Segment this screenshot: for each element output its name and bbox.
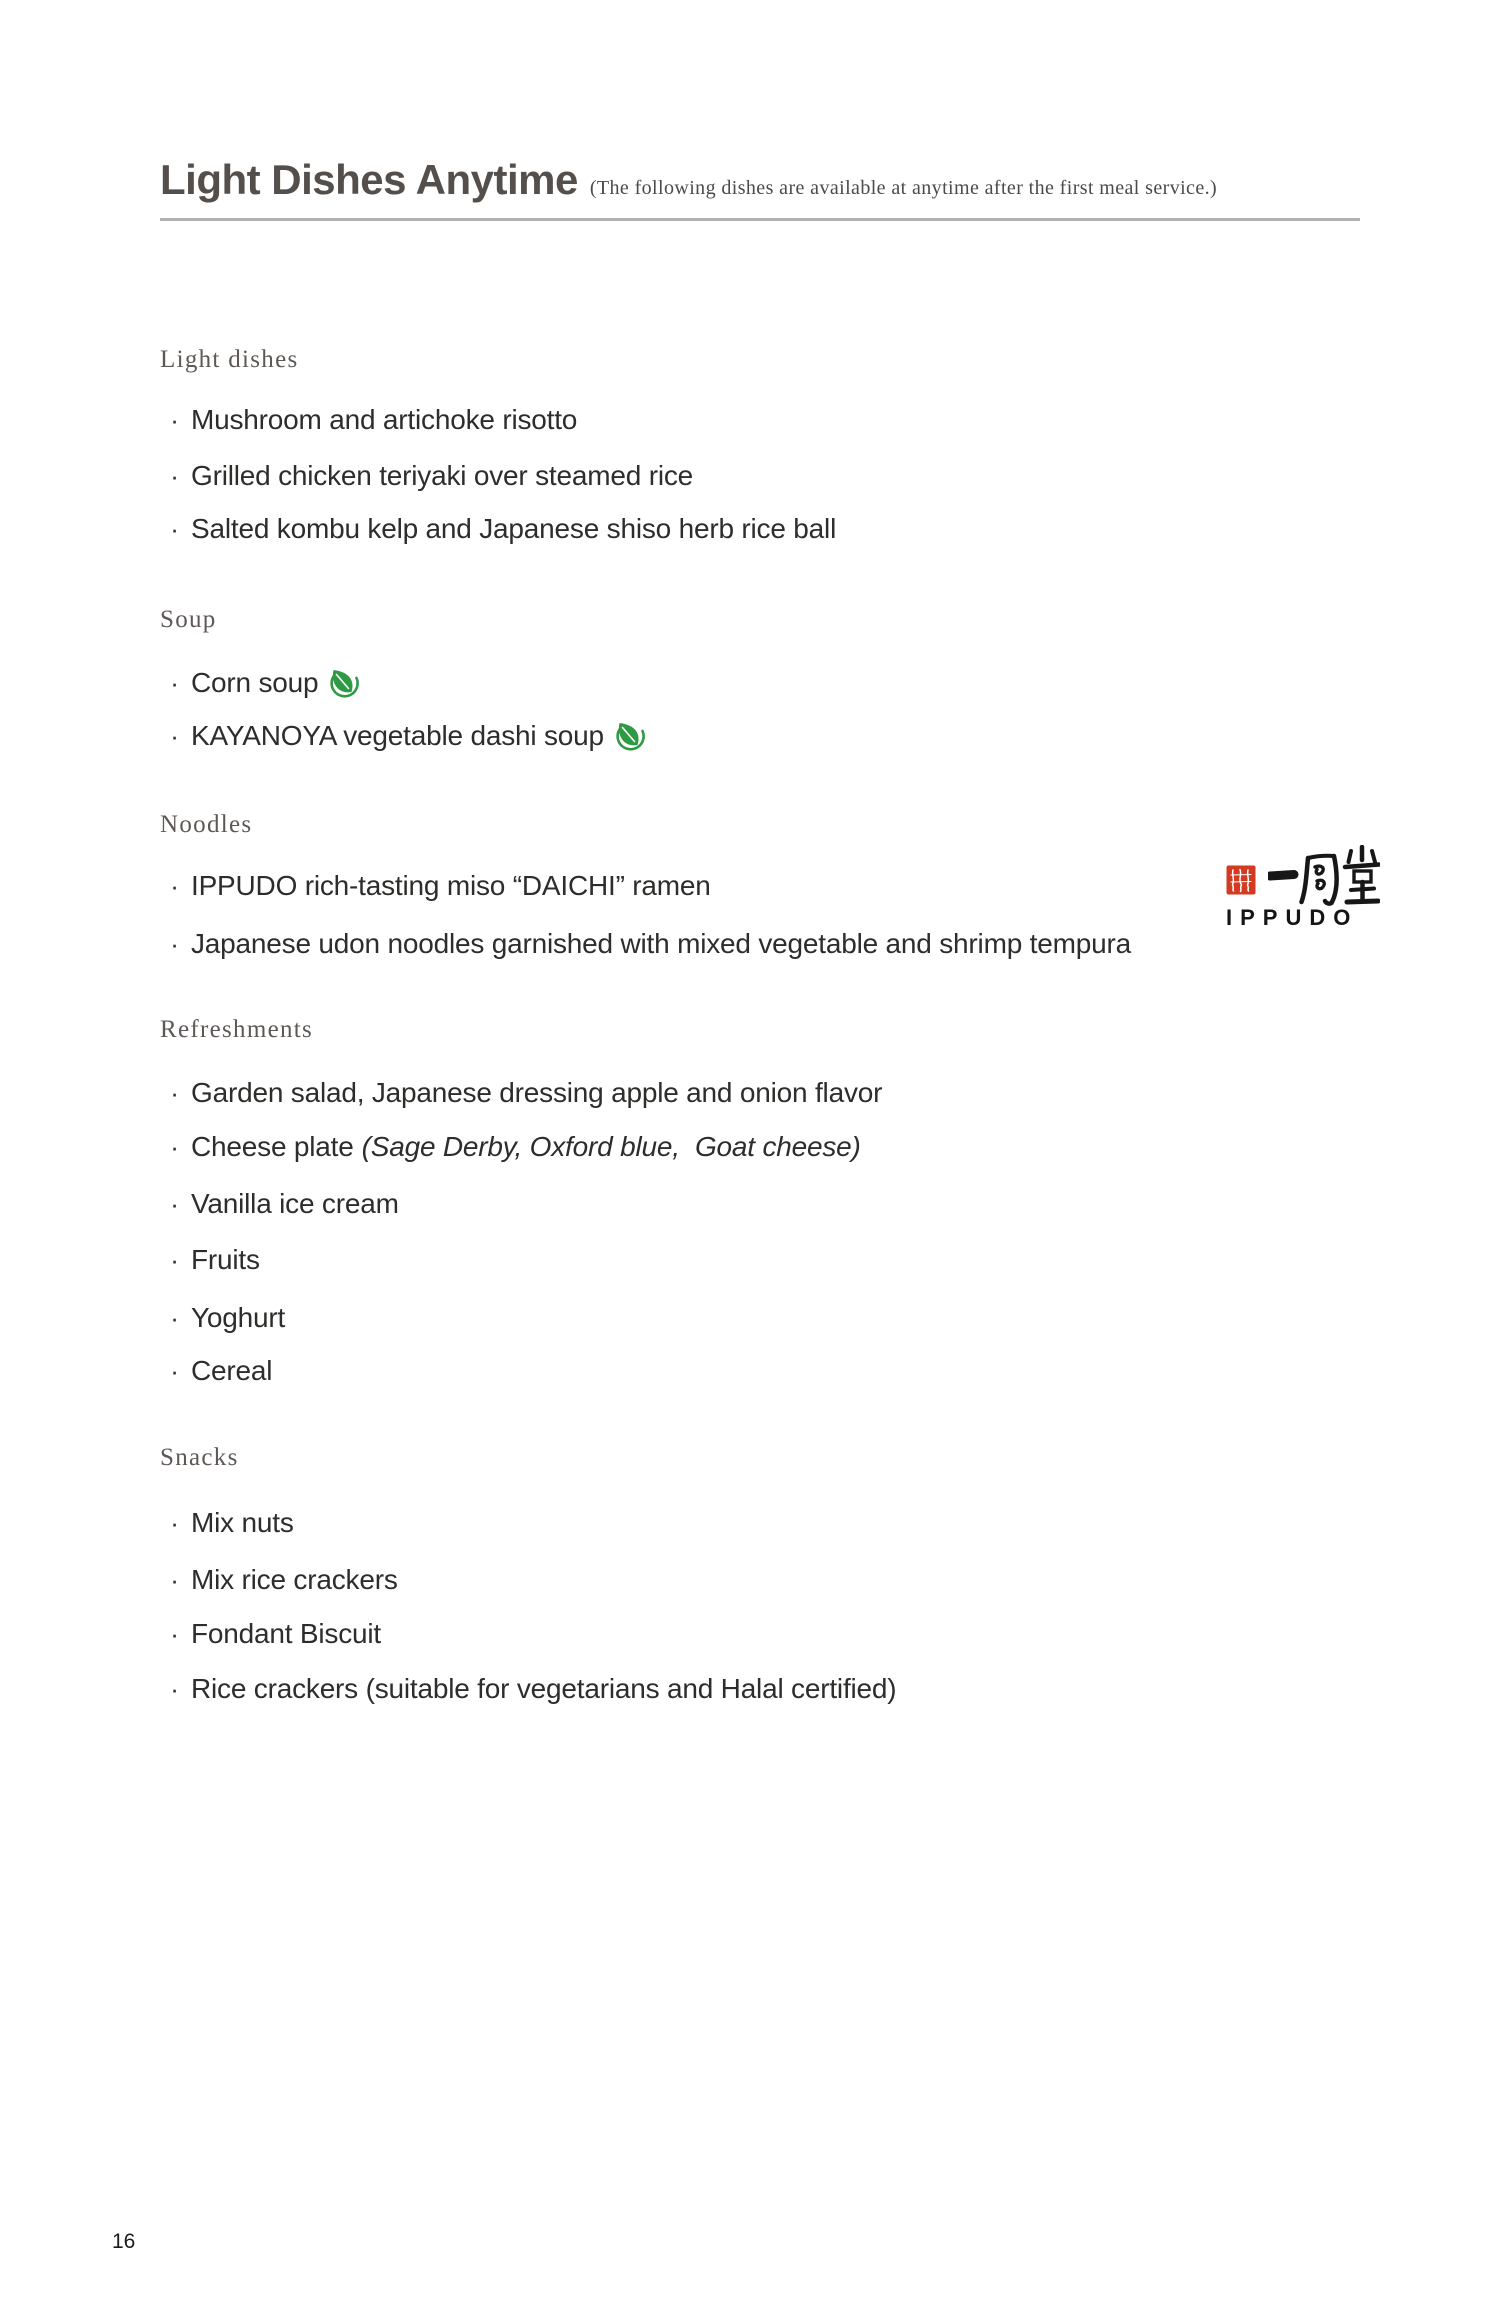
list-item: [158, 400, 577, 440]
menu-item-label: Fondant Biscuit: [191, 1618, 381, 1649]
bullet-dot: ·: [170, 1244, 179, 1275]
menu-item-label: Cheese plate: [191, 1131, 354, 1162]
list-item: [158, 1503, 294, 1543]
list-item: [158, 1669, 896, 1709]
list-item: [158, 1240, 260, 1280]
bullet-dot: ·: [170, 928, 179, 959]
bullet-dot: ·: [170, 720, 179, 751]
bullet-dot: ·: [170, 1673, 179, 1704]
menu-item-label: Japanese udon noodles garnished with mixed vegetable and shrimp tempura: [191, 928, 1131, 959]
section-heading-light-dishes: Light dishes: [160, 346, 299, 373]
menu-item-label: Rice crackers (suitable for vegetarians and Halal certified): [191, 1673, 897, 1704]
list-item: [158, 663, 361, 703]
bullet-dot: ·: [170, 1188, 179, 1219]
menu-item-label: Mix rice crackers: [191, 1564, 398, 1595]
menu-item-label: Grilled chicken teriyaki over steamed rice: [191, 460, 694, 491]
menu-item-label: Cereal: [191, 1355, 273, 1386]
ippudo-wordmark: IPPUDO: [1226, 905, 1359, 930]
section-heading-snacks: Snacks: [160, 1444, 239, 1471]
header-divider: [160, 218, 1360, 221]
bullet-dot: ·: [170, 1302, 179, 1333]
list-item: [158, 1184, 399, 1224]
bullet-dot: ·: [170, 1131, 179, 1162]
menu-item-label: Fruits: [191, 1244, 260, 1275]
list-item: [158, 716, 647, 756]
menu-item-label: Garden salad, Japanese dressing apple and onion flavor: [191, 1077, 883, 1108]
ippudo-logo: [1224, 845, 1382, 930]
bullet-dot: ·: [170, 667, 179, 698]
bullet-dot: ·: [170, 1618, 179, 1649]
list-item: [158, 1351, 272, 1391]
menu-item-label: Salted kombu kelp and Japanese shiso herb rice ball: [191, 513, 837, 544]
list-item: [158, 866, 711, 906]
bullet-dot: ·: [170, 460, 179, 491]
menu-item-label: Mushroom and artichoke risotto: [191, 404, 578, 435]
list-item: [158, 456, 693, 496]
bullet-dot: ·: [170, 1077, 179, 1108]
bullet-dot: ·: [170, 1355, 179, 1386]
bullet-dot: ·: [170, 1507, 179, 1538]
ippudo-kanji-icon: [1268, 845, 1380, 907]
list-item: [158, 1614, 381, 1654]
section-heading-refreshments: Refreshments: [160, 1016, 314, 1043]
page-header: [160, 154, 1217, 216]
section-heading-noodles: Noodles: [160, 811, 253, 838]
bullet-dot: ·: [170, 1564, 179, 1595]
page-subtitle: (The following dishes are available at anytime after the first meal service.): [589, 177, 1218, 199]
bullet-dot: ·: [170, 870, 179, 901]
list-item: [158, 1560, 398, 1600]
menu-item-label: KAYANOYA vegetable dashi soup: [191, 720, 604, 751]
section-heading-soup: Soup: [160, 606, 217, 633]
menu-item-label: Mix nuts: [191, 1507, 294, 1538]
bullet-dot: ·: [170, 404, 179, 435]
menu-item-label: Vanilla ice cream: [191, 1188, 399, 1219]
list-item: [158, 924, 1131, 964]
menu-item-detail: (Sage Derby, Oxford blue, Goat cheese): [361, 1131, 861, 1162]
bullet-dot: ·: [170, 513, 179, 544]
list-item: [158, 509, 836, 549]
list-item: [158, 1127, 861, 1167]
menu-item-label: IPPUDO rich-tasting miso “DAICHI” ramen: [191, 870, 711, 901]
list-item: [158, 1298, 285, 1338]
page-title: Light Dishes Anytime: [160, 156, 578, 203]
vegetarian-leaf-icon: [613, 719, 647, 753]
list-item: [158, 1073, 882, 1113]
vegetarian-leaf-icon: [327, 666, 361, 700]
page-number: 16: [112, 2230, 136, 2253]
ippudo-seal-stamp-icon: [1226, 865, 1256, 895]
menu-item-label: Corn soup: [191, 667, 319, 698]
menu-item-label: Yoghurt: [191, 1302, 286, 1333]
